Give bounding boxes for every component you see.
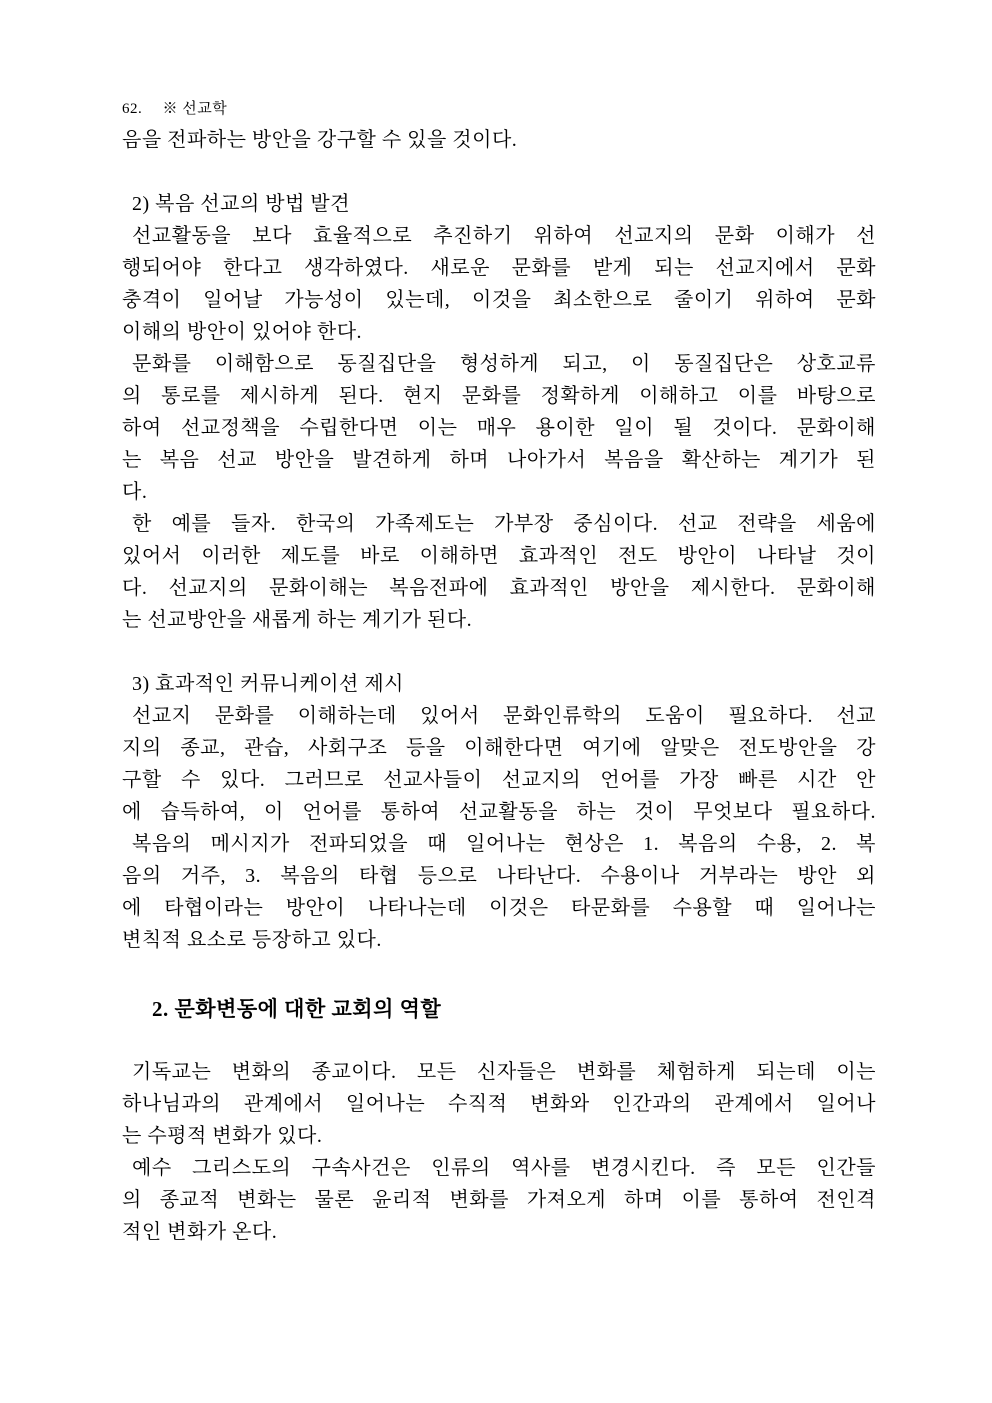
page-header — [122, 98, 876, 120]
text-line: 이해의 방안이 있어야 한다. — [122, 321, 363, 343]
paragraph — [122, 700, 876, 828]
text-line: 적인 변화가 온다. — [122, 1221, 278, 1243]
text-line: 의 통로를 제시하게 된다. 현지 문화를 정확하게 이해하고 이를 바탕으로 — [122, 385, 876, 407]
paragraph — [122, 1056, 876, 1152]
text-line: 에 타협이라는 방안이 나타나는데 이것은 타문화를 수용할 때 일어나는 — [122, 897, 876, 919]
paragraph — [122, 348, 876, 508]
text-line: 복음의 메시지가 전파되었을 때 일어나는 현상은 1. 복음의 수용, 2. 복 — [132, 833, 876, 855]
text-line: 다. 선교지의 문화이해는 복음전파에 효과적인 방안을 제시한다. 문화이해 — [122, 577, 876, 599]
page-number: 62. — [122, 101, 143, 117]
text-line: 있어서 이러한 제도를 바로 이해하면 효과적인 전도 방안이 나타날 것이 — [122, 545, 876, 567]
text-line: 음을 전파하는 방안을 강구할 수 있을 것이다. — [122, 129, 518, 151]
text-line: 하나님과의 관계에서 일어나는 수직적 변화와 인간과의 관계에서 일어나 — [122, 1093, 876, 1115]
text-line: 예수 그리스도의 구속사건은 인류의 역사를 변경시킨다. 즉 모든 인간들 — [132, 1157, 876, 1179]
text-line: 는 선교방안을 새롭게 하는 계기가 된다. — [122, 609, 473, 631]
text-line: 지의 종교, 관습, 사회구조 등을 이해한다면 여기에 알맞은 전도방안을 강 — [122, 737, 876, 759]
header-title: ※ 선교학 — [162, 101, 228, 117]
text-line: 다. — [122, 481, 148, 503]
text-line: 기독교는 변화의 종교이다. 모든 신자들은 변화를 체험하게 되는데 이는 — [132, 1061, 876, 1083]
text-line: 는 복음 선교 방안을 발견하게 하며 나아가서 복음을 확산하는 계기가 된 — [122, 449, 876, 471]
section-heading: 2. 문화변동에 대한 교회의 역할 — [152, 997, 442, 1021]
text-line: 선교활동을 보다 효율적으로 추진하기 위하여 선교지의 문화 이해가 선 — [132, 225, 876, 247]
text-line: 충격이 일어날 가능성이 있는데, 이것을 최소한으로 줄이기 위하여 문화 — [122, 289, 876, 311]
paragraph — [122, 828, 876, 956]
text-line: 선교지 문화를 이해하는데 있어서 문화인류학의 도움이 필요하다. 선교 — [132, 705, 876, 727]
sub-heading: 2) 복음 선교의 방법 발견 — [132, 193, 351, 215]
text-line: 구할 수 있다. 그러므로 선교사들이 선교지의 언어를 가장 빠른 시간 안 — [122, 769, 876, 791]
sub-heading: 3) 효과적인 커뮤니케이션 제시 — [132, 673, 404, 695]
paragraph — [122, 1152, 876, 1248]
paragraph — [122, 220, 876, 348]
text-line: 한 예를 들자. 한국의 가족제도는 가부장 중심이다. 선교 전략을 세움에 — [132, 513, 876, 535]
paragraph — [122, 508, 876, 636]
text-line: 의 종교적 변화는 물론 윤리적 변화를 가져오게 하며 이를 통하여 전인격 — [122, 1189, 876, 1211]
text-line: 음의 거주, 3. 복음의 타협 등으로 나타난다. 수용이나 거부라는 방안 외 — [122, 865, 876, 887]
text-line: 변칙적 요소로 등장하고 있다. — [122, 929, 382, 951]
text-line: 에 습득하여, 이 언어를 통하여 선교활동을 하는 것이 무엇보다 필요하다. — [122, 801, 876, 823]
text-line: 문화를 이해함으로 동질집단을 형성하게 되고, 이 동질집단은 상호교류 — [132, 353, 876, 375]
text-line: 는 수평적 변화가 있다. — [122, 1125, 323, 1147]
text-line: 하여 선교정책을 수립한다면 이는 매우 용이한 일이 될 것이다. 문화이해 — [122, 417, 876, 439]
text-line: 행되어야 한다고 생각하였다. 새로운 문화를 받게 되는 선교지에서 문화 — [122, 257, 876, 279]
document-body — [122, 124, 876, 1248]
